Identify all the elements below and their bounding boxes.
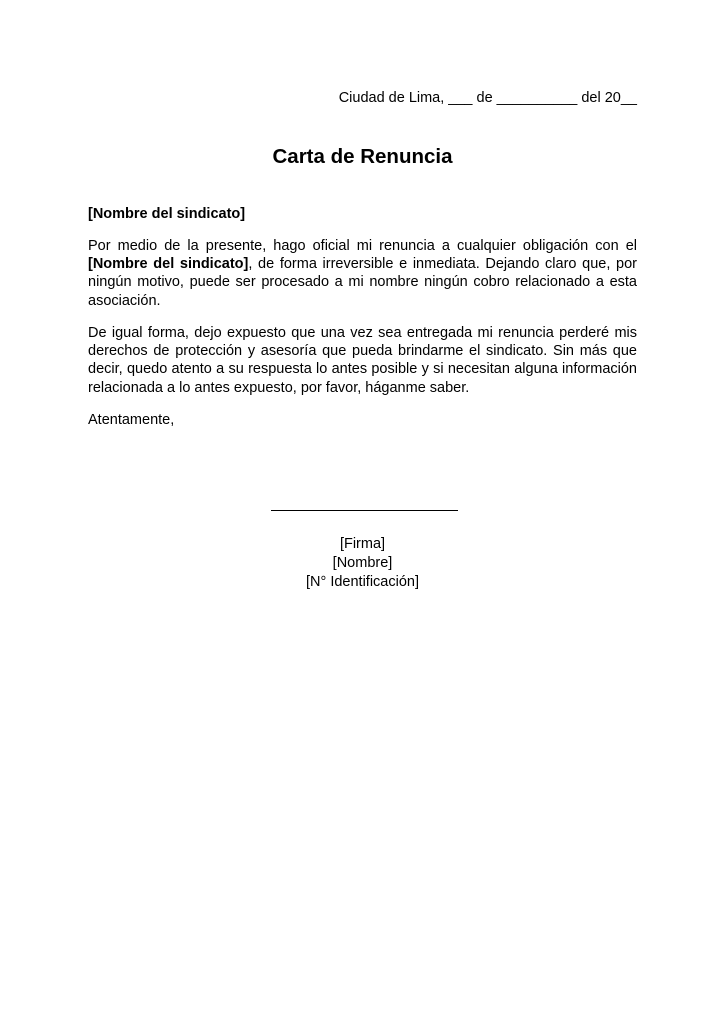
date-line: Ciudad de Lima, ___ de __________ del 20__ — [338, 90, 637, 106]
paragraph-text: , de forma irreversible e inmediata. Dejando claro que, por ningún motivo, puede ser procesado a mi nombre ningún cobro relacionado a esta asociación. — [88, 256, 637, 309]
union-name-bold: [Nombre del sindicato] — [88, 256, 249, 273]
signature-line — [271, 510, 458, 511]
closing-salutation: Atentamente, — [88, 412, 175, 428]
document-title: Carta de Renuncia — [272, 145, 453, 168]
signature-firma: [Firma] — [339, 536, 386, 552]
signature-identificacion: [N° Identificación] — [306, 574, 419, 590]
signature-nombre: [Nombre] — [332, 555, 393, 571]
paragraph-text: Por medio de la presente, hago oficial mi renuncia a cualquier obligación con el — [88, 238, 637, 254]
paragraph-resignation — [88, 237, 637, 310]
recipient-name: [Nombre del sindicato] — [88, 206, 246, 222]
paragraph-consequences: De igual forma, dejo expuesto que una vez sea entregada mi renuncia perderé mis derechos de protección y asesoría que pueda brindarme el sindicato. Sin más que decir, quedo atento a su respuesta lo antes posible y si necesitan alguna información relacionada a lo antes expuesto, por favor, háganme saber. — [88, 325, 637, 396]
signature-block — [0, 535, 725, 592]
